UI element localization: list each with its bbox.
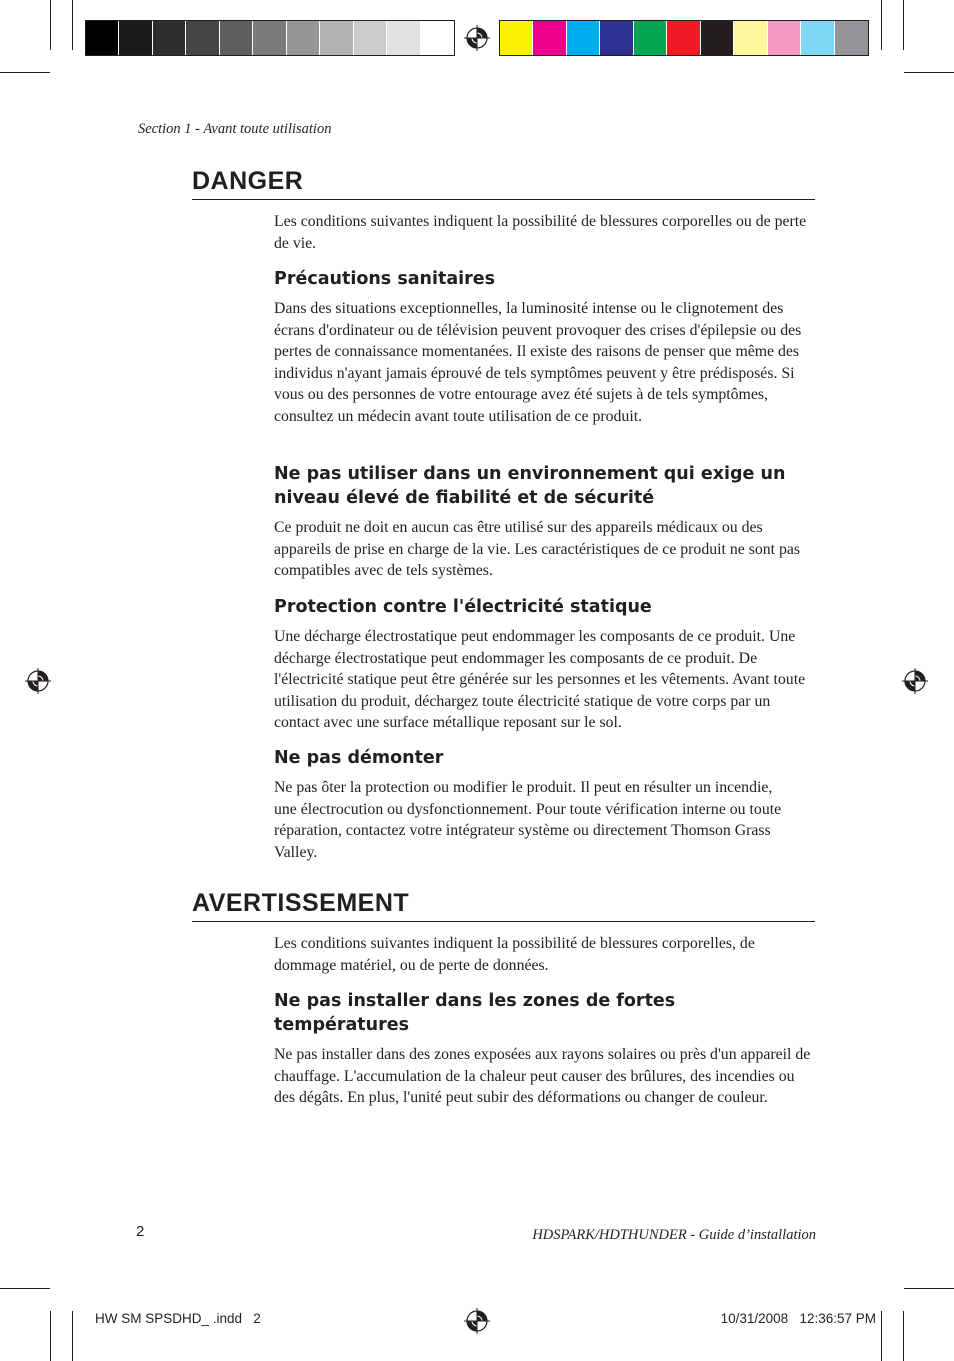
process-color-swatch (600, 21, 633, 55)
high-temperature-heading: Ne pas installer dans les zones de fortes températures (274, 991, 676, 1035)
gray-swatch (220, 21, 253, 55)
do-not-disassemble-body: Ne pas ôter la protection ou modifier le produit. Il peut en résulter un incendie, une électrocution ou dysfonctionnement. Pour toute vérification interne ou toute réparation, contactez votre intégrateur système ou directement Thomson Grass Valley. (274, 779, 782, 861)
gray-swatch (421, 21, 454, 55)
reliability-environment-heading: Ne pas utiliser dans un environnement qui exige un niveau élevé de fiabilité et de sécurité (274, 464, 786, 508)
gray-swatch (153, 21, 186, 55)
danger-title: DANGER (192, 167, 815, 200)
warning-title: AVERTISSEMENT (192, 889, 815, 922)
process-color-bar (499, 20, 869, 56)
slug-filename: HW SM SPSDHD_ .indd 2 (95, 1311, 261, 1326)
process-color-swatch (734, 21, 767, 55)
process-color-swatch (533, 21, 566, 55)
health-precautions-heading: Précautions sanitaires (274, 269, 496, 289)
health-precautions-body: Dans des situations exceptionnelles, la luminosité intense ou le clignotement des écrans d'ordinateur ou de télévision peuvent provoquer des crises d'épilepsie ou des pertes de connaissance momentanées. Il existe des raisons de penser que même des individus n'ayant jamais éprouvé de tels symptômes peuvent y être prédisposés. Si vous ou des personnes de votre entourage avez été sujets à de tels symptômes, consultez un médecin avant toute utilisation de ce produit. (274, 300, 802, 425)
grayscale-color-bar (85, 20, 455, 56)
registration-target-icon (25, 668, 51, 694)
gray-swatch (354, 21, 387, 55)
static-protection-body: Une décharge électrostatique peut endommager les composants de ce produit. Une décharge électrostatique peut endommager les composants de ce produit. De l'électricité statique peut être générée sur les personnes et les vêtements. Avant toute utilisation du produit, déchargez toute électricité statique de votre corps par un contact avec une surface métallique reposant sur le sol. (274, 628, 806, 732)
registration-target-icon (464, 25, 490, 51)
reliability-environment-body: Ce produit ne doit en aucun cas être utilisé sur des appareils médicaux ou des appareils de prise en charge de la vie. Les caractéristiques de ce produit ne sont pas compatibles avec de tels systèmes. (274, 519, 801, 580)
footer-doc-title: HDSPARK/HDTHUNDER - Guide d’installation (532, 1227, 816, 1243)
process-color-swatch (801, 21, 834, 55)
process-color-swatch (768, 21, 801, 55)
static-protection-heading: Protection contre l'électricité statique (274, 597, 652, 617)
do-not-disassemble-heading: Ne pas démonter (274, 748, 444, 768)
gray-swatch (287, 21, 320, 55)
page-number: 2 (136, 1223, 145, 1240)
process-color-swatch (567, 21, 600, 55)
high-temperature-body: Ne pas installer dans des zones exposées aux rayons solaires ou près d'un appareil de chauffage. L'accumulation de la chaleur peut causer des brûlures, des incendies ou des dégâts. En plus, l'unité peut subir des déformations ou changer de couleur. (274, 1046, 811, 1107)
gray-swatch (320, 21, 353, 55)
slug-datetime: 10/31/2008 12:36:57 PM (720, 1311, 876, 1326)
danger-intro: Les conditions suivantes indiquent la possibilité de blessures corporelles ou de perte de vie. (274, 213, 807, 252)
gray-swatch (253, 21, 286, 55)
gray-swatch (387, 21, 420, 55)
process-color-swatch (634, 21, 667, 55)
running-header: Section 1 - Avant toute utilisation (138, 121, 332, 137)
process-color-swatch (667, 21, 700, 55)
gray-swatch (119, 21, 152, 55)
process-color-swatch (500, 21, 533, 55)
process-color-swatch (835, 21, 868, 55)
process-color-swatch (701, 21, 734, 55)
registration-target-icon (902, 668, 928, 694)
gray-swatch (186, 21, 219, 55)
registration-target-icon (464, 1308, 490, 1334)
gray-swatch (86, 21, 119, 55)
warning-intro: Les conditions suivantes indiquent la possibilité de blessures corporelles, de dommage matériel, ou de perte de données. (274, 935, 755, 974)
